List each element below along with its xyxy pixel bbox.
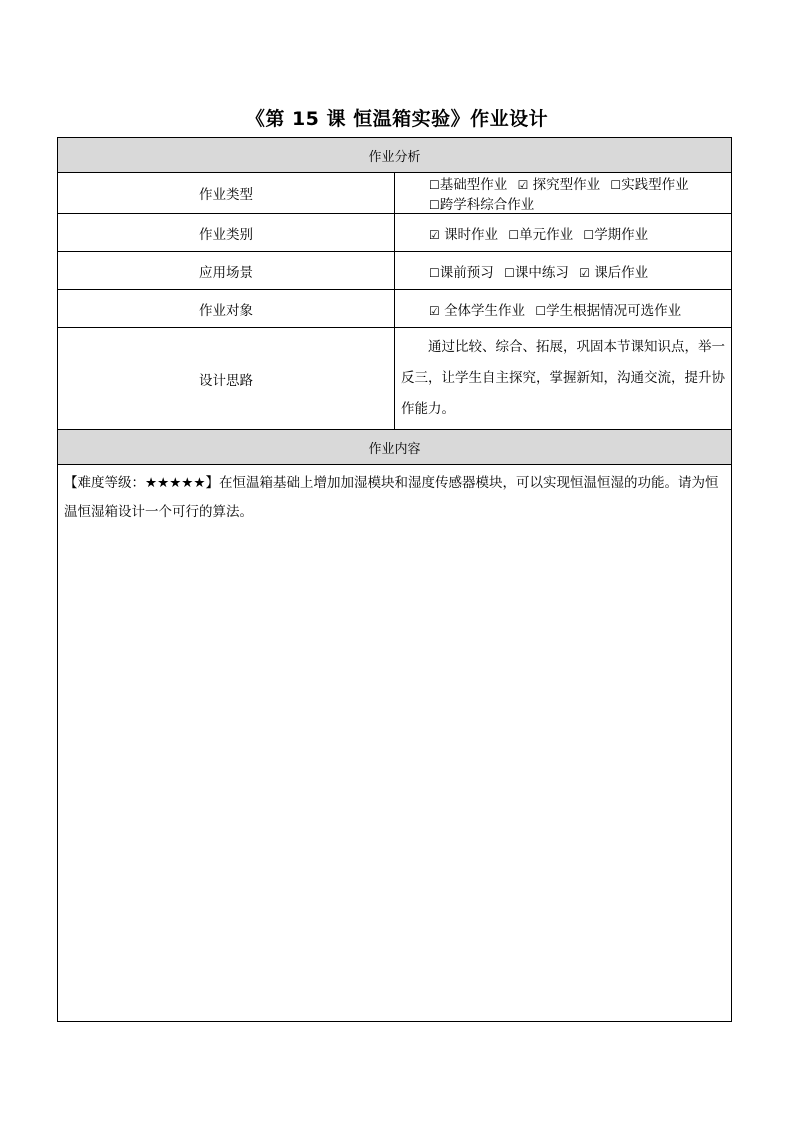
option-group bbox=[395, 173, 732, 214]
checkbox-option[interactable] bbox=[429, 197, 534, 213]
option-label: 学期作业 bbox=[594, 226, 649, 243]
checkbox-icon[interactable]: ☐ bbox=[429, 198, 440, 212]
row-category bbox=[58, 214, 732, 252]
option-label: 课时作业 bbox=[444, 226, 499, 243]
option-label: 基础型作业 bbox=[439, 177, 508, 193]
checkbox-icon[interactable]: ☐ bbox=[508, 227, 520, 242]
content-row bbox=[58, 465, 732, 1022]
option-label: 探究型作业 bbox=[532, 177, 601, 193]
content-header: 作业内容 bbox=[58, 430, 732, 465]
row-label: 作业类别 bbox=[58, 214, 395, 252]
checkbox-option[interactable] bbox=[535, 303, 681, 319]
checkbox-option[interactable] bbox=[429, 265, 494, 281]
option-label: 单元作业 bbox=[519, 226, 574, 243]
row-scenario bbox=[58, 252, 732, 290]
option-group bbox=[395, 252, 732, 290]
checkbox-icon[interactable]: ☐ bbox=[429, 265, 440, 280]
checkbox-icon[interactable]: ☐ bbox=[583, 227, 595, 242]
row-label: 应用场景 bbox=[58, 252, 395, 290]
option-label: 课前预习 bbox=[439, 264, 494, 281]
checkbox-option[interactable] bbox=[579, 265, 648, 281]
checkbox-option[interactable] bbox=[429, 177, 507, 193]
row-label: 作业对象 bbox=[58, 290, 395, 328]
option-label: 全体学生作业 bbox=[444, 302, 526, 319]
analysis-header: 作业分析 bbox=[58, 138, 732, 173]
checkbox-checked-icon[interactable]: ☑ bbox=[579, 265, 590, 280]
checkbox-checked-icon[interactable]: ☑ bbox=[429, 227, 440, 242]
checkbox-icon[interactable]: ☐ bbox=[535, 303, 547, 318]
checkbox-option[interactable] bbox=[583, 227, 648, 243]
checkbox-option[interactable] bbox=[504, 265, 569, 281]
checkbox-option[interactable] bbox=[610, 177, 688, 193]
checkbox-icon[interactable]: ☐ bbox=[429, 178, 440, 192]
checkbox-checked-icon[interactable]: ☑ bbox=[429, 303, 440, 318]
checkbox-icon[interactable]: ☐ bbox=[504, 265, 515, 280]
row-type bbox=[58, 173, 732, 214]
checkbox-option[interactable] bbox=[508, 227, 573, 243]
content-text: 【难度等级：★★★★★】在恒温箱基础上增加加湿模块和湿度传感器模块，可以实现恒温恒湿的功能。请为恒温恒湿箱设计一个可行的算法。 bbox=[58, 465, 732, 1022]
row-label: 作业类型 bbox=[58, 173, 395, 214]
page-title: 《第 15 课 恒温箱实验》作业设计 bbox=[245, 108, 549, 130]
row-target bbox=[58, 290, 732, 328]
option-group bbox=[395, 290, 732, 328]
option-label: 学生根据情况可选作业 bbox=[546, 302, 682, 319]
design-text: 通过比较、综合、拓展，巩固本节课知识点，举一反三，让学生自主探究，掌握新知，沟通交流，提升协作能力。 bbox=[395, 328, 732, 430]
content-header-row bbox=[58, 430, 732, 465]
option-label: 跨学科综合作业 bbox=[439, 197, 535, 213]
homework-table bbox=[57, 137, 732, 1022]
checkbox-option[interactable] bbox=[429, 227, 498, 243]
analysis-header-row bbox=[58, 138, 732, 173]
row-design bbox=[58, 328, 732, 430]
checkbox-checked-icon[interactable]: ☑ bbox=[517, 178, 529, 192]
checkbox-icon[interactable]: ☐ bbox=[610, 178, 622, 192]
checkbox-option[interactable] bbox=[518, 177, 601, 193]
option-label: 课中练习 bbox=[514, 264, 569, 281]
option-group bbox=[395, 214, 732, 252]
option-label: 实践型作业 bbox=[621, 177, 689, 193]
option-label: 课后作业 bbox=[594, 264, 649, 281]
checkbox-option[interactable] bbox=[429, 303, 525, 319]
row-label: 设计思路 bbox=[58, 328, 395, 430]
